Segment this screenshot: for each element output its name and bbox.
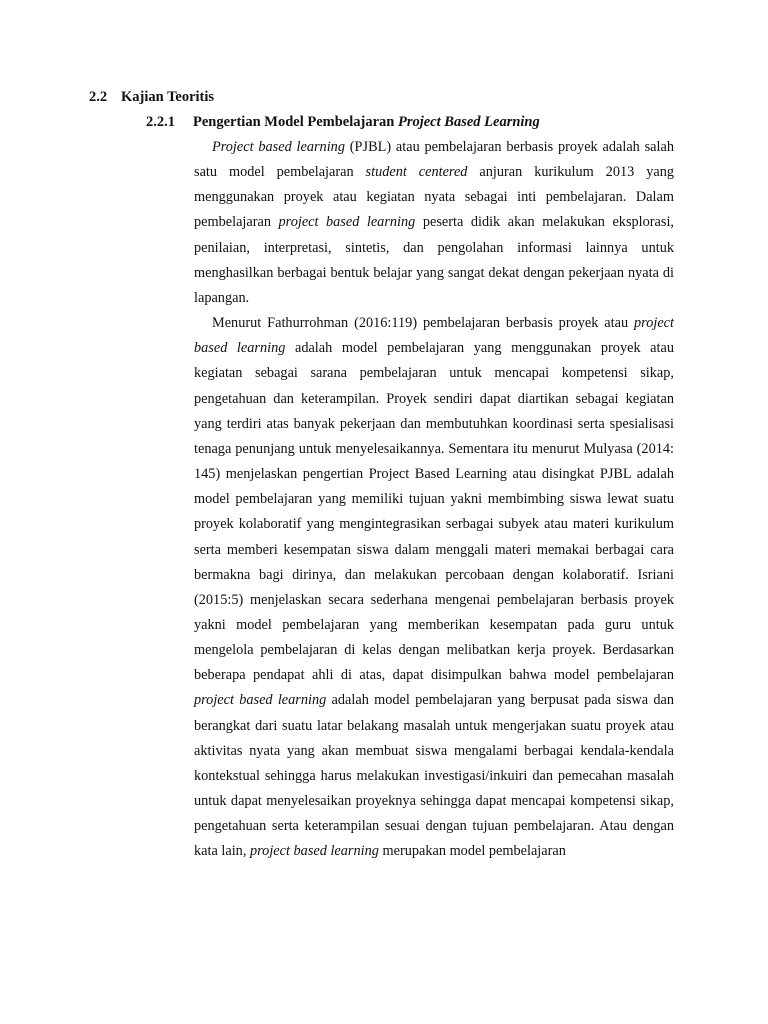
p2-text: Menurut Fathurrohman (2016:119) pembelajaran berbasis proyek atau [212,315,635,332]
section-title: Kajian Teoritis [121,89,215,105]
p2-text: adalah model pembelajaran yang berpusat pada siswa dan berangkat dari suatu latar belakang masalah untuk mengerjakan suatu proyek atau aktivitas nyata yang akan membuat siswa mengalami berbagai kendala-kendala kontekstual sehingga harus melakukan investigasi/inkuiri dan pemecahan masalah untuk dapat menyelesaikan proyeknya sehingga dapat mencapai kompetensi sikap, pengetahuan serta keterampilan sesuai dengan tujuan pembelajaran. Atau dengan kata lain, [194,692,674,860]
p2-text: merupakan model pembelajaran [378,843,566,860]
section-heading [89,87,214,107]
subsection-title: Pengertian Model Pembelajaran [193,114,395,130]
p1-text: (PJBL) atau pembelajaran berbasis proyek adalah salah satu model pembelajaran [194,139,674,181]
p2-italic-term: project based learning [249,843,379,860]
subsection-heading [146,112,540,132]
body-text [194,135,674,865]
p1-italic-term: project based learning [278,214,416,231]
p2-italic-term: project based learning [194,315,674,357]
p1-italic-term: student centered [365,164,468,181]
paragraph-1 [194,135,674,311]
subsection-title-italic: Project Based Learning [397,114,540,130]
p2-italic-term: project based learning [194,692,327,709]
section-number: 2.2 [89,89,108,105]
subsection-number: 2.2.1 [146,114,175,130]
p1-italic-term: Project based learning [212,139,345,155]
p1-text: anjuran kurikulum 2013 yang menggunakan proyek atau kegiatan nyata sebagai inti pembelajaran. Dalam pembelajaran [194,164,674,231]
p2-text: adalah model pembelajaran yang menggunakan proyek atau kegiatan sebagai sarana pembelajaran untuk mencapai kompetensi sikap, pengetahuan dan keterampilan. Proyek sendiri dapat diartikan sebagai kegiatan yang terdiri atas banyak pekerjaan dan membutuhkan koordinasi serta spesialisasi tenaga penunjang untuk menyelesaikannya. Sementara itu menurut Mulyasa (2014: 145) menjelaskan pengertian Project Based Learning atau disingkat PJBL adalah model pembelajaran yang memiliki tujuan yakni membimbing siswa lewat suatu proyek kolaboratif yang mengintegrasikan serbagai subyek atau materi kurikulum serta memberi kesempatan siswa dalam menggali materi memakai berbagai cara bermakna bagi dirinya, dan melakukan percobaan dengan kolaboratif. Isriani (2015:5) menjelaskan secara sederhana mengenai pembelajaran berbasis proyek yakni model pembelajaran yang memberikan kesempatan pada guru untuk mengelola pembelajaran di kelas dengan melibatkan kerja proyek. Berdasarkan beberapa pendapat ahli di atas, dapat disimpulkan bahwa model pembelajaran [194,340,674,684]
p1-text: peserta didik akan melakukan eksplorasi, penilaian, interpretasi, sintetis, dan pengolahan informasi lainnya untuk menghasilkan berbagai bentuk belajar yang sangat dekat dengan pekerjaan nyata di lapangan. [194,214,674,306]
paragraph-2 [194,311,674,864]
